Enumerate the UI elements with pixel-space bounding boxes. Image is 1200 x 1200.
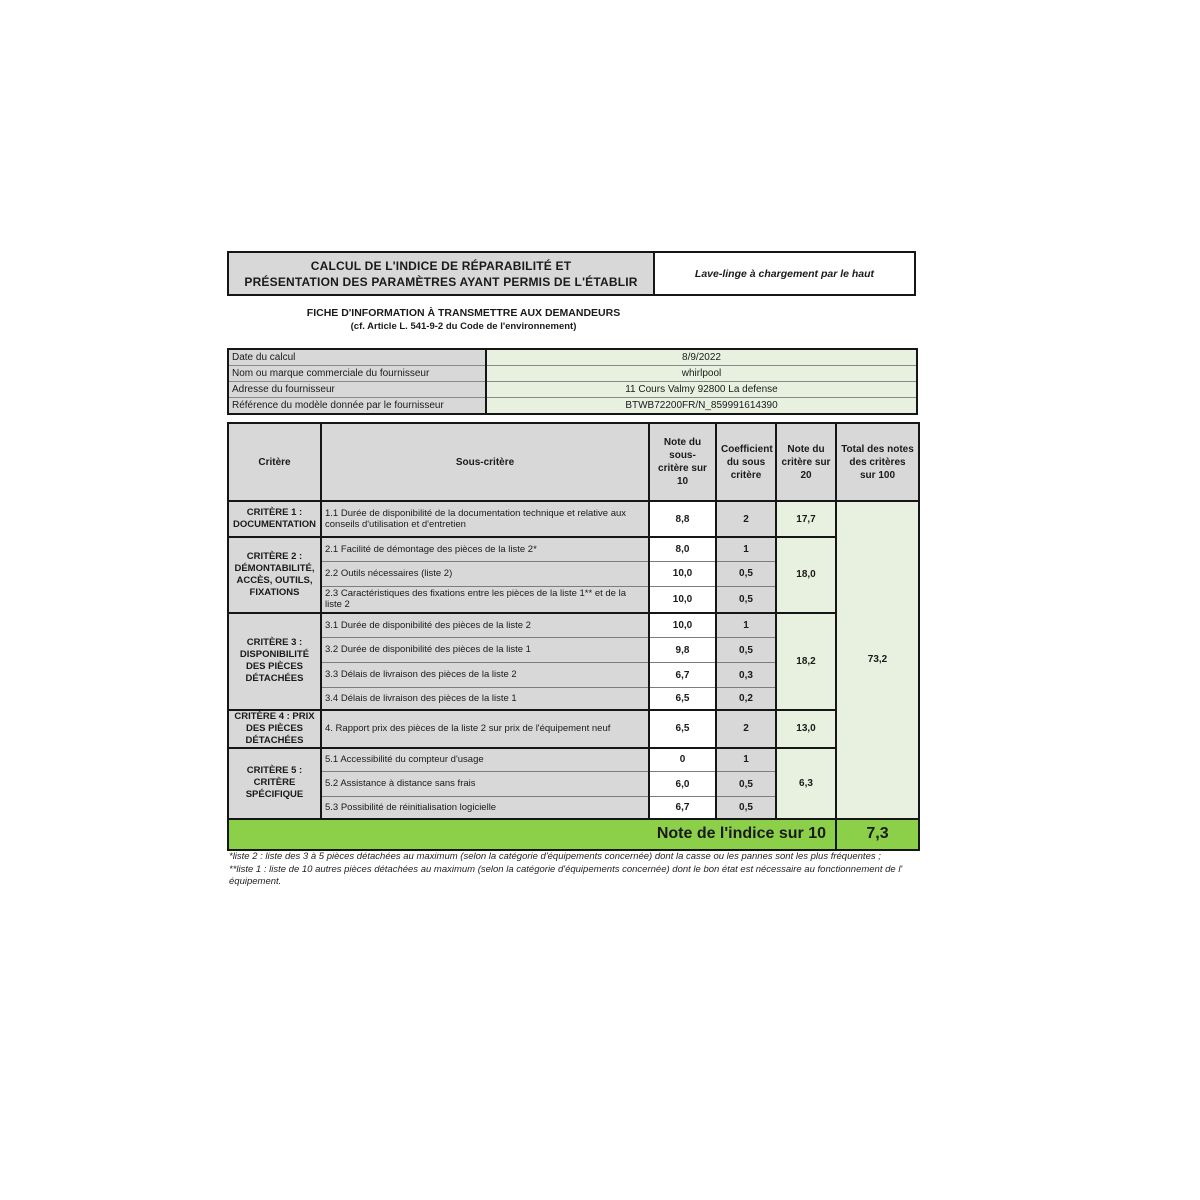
footnotes [229, 851, 922, 888]
subcriterion-cell: 2.1 Facilité de démontage des pièces de la liste 2* [321, 537, 649, 561]
info-value-address: 11 Cours Valmy 92800 La defense [486, 382, 917, 398]
note-sur-10-cell: 6,5 [649, 688, 716, 710]
footnote-liste2: *liste 2 : liste des 3 à 5 pièces détachées au maximum (selon la catégorie d'équipements concernée) dont la casse ou les pannes sont les plus fréquentes ; [229, 851, 881, 862]
subtitle [227, 307, 700, 333]
criterion-cell: CRITÈRE 4 : PRIX DES PIÈCES DÉTACHÉES [228, 710, 321, 748]
coefficient-cell: 0,5 [716, 561, 776, 586]
table-row [228, 501, 919, 537]
criterion-cell: CRITÈRE 3 : DISPONIBILITÉ DES PIÈCES DÉTACHÉES [228, 613, 321, 710]
total-sur-100-cell: 73,2 [836, 501, 919, 819]
coefficient-cell: 0,3 [716, 663, 776, 688]
coefficient-cell: 1 [716, 748, 776, 772]
subcriterion-cell: 5.3 Possibilité de réinitialisation logicielle [321, 797, 649, 819]
table-row [228, 613, 919, 638]
subtitle-line2: (cf. Article L. 541-9-2 du Code de l'environnement) [350, 321, 577, 332]
product-category-label: Lave-linge à chargement par le haut [694, 267, 875, 280]
criteria-table-body [228, 501, 919, 819]
info-label-model-ref: Référence du modèle donnée par le fournisseur [228, 398, 486, 415]
subcriterion-cell: 3.1 Durée de disponibilité des pièces de la liste 2 [321, 613, 649, 638]
coefficient-cell: 2 [716, 710, 776, 748]
note-sur-10-cell: 6,0 [649, 772, 716, 797]
col-header-criterion: Critère [228, 423, 321, 501]
col-header-total-100: Total des notes des critères sur 100 [836, 423, 919, 501]
criterion-cell: CRITÈRE 2 : DÉMONTABILITÉ, ACCÈS, OUTILS, FIXATIONS [228, 537, 321, 613]
table-row [228, 398, 917, 415]
note-sur-10-cell: 10,0 [649, 561, 716, 586]
criteria-table [227, 422, 920, 851]
info-value-model-ref: BTWB72200FR/N_859991614390 [486, 398, 917, 415]
product-category [653, 251, 916, 296]
subcriterion-cell: 5.1 Accessibilité du compteur d'usage [321, 748, 649, 772]
table-header-row [228, 423, 919, 501]
supplier-info-table [227, 348, 918, 415]
index-row [228, 819, 919, 850]
coefficient-cell: 0,5 [716, 797, 776, 819]
table-row [228, 349, 917, 366]
coefficient-cell: 1 [716, 537, 776, 561]
coefficient-cell: 0,5 [716, 638, 776, 663]
criterion-cell: CRITÈRE 5 : CRITÈRE SPÉCIFIQUE [228, 748, 321, 819]
subcriterion-cell: 2.3 Caractéristiques des fixations entre les pièces de la liste 1** et de la liste 2 [321, 586, 649, 613]
col-header-note-10: Note du sous-critère sur 10 [649, 423, 716, 501]
subcriterion-cell: 3.3 Délais de livraison des pièces de la liste 2 [321, 663, 649, 688]
note-sur-20-cell: 6,3 [776, 748, 836, 819]
note-sur-10-cell: 8,0 [649, 537, 716, 561]
col-header-sub-criterion: Sous-critère [321, 423, 649, 501]
note-sur-10-cell: 9,8 [649, 638, 716, 663]
info-value-brand: whirlpool [486, 366, 917, 382]
table-row [228, 748, 919, 772]
col-header-coefficient: Coefficient du sous critère [716, 423, 776, 501]
subcriterion-cell: 3.4 Délais de livraison des pièces de la liste 1 [321, 688, 649, 710]
coefficient-cell: 1 [716, 613, 776, 638]
coefficient-cell: 0,2 [716, 688, 776, 710]
subcriterion-cell: 2.2 Outils nécessaires (liste 2) [321, 561, 649, 586]
subtitle-line1: FICHE D'INFORMATION À TRANSMETTRE AUX DEMANDEURS [306, 307, 621, 319]
coefficient-cell: 0,5 [716, 586, 776, 613]
subcriterion-cell: 3.2 Durée de disponibilité des pièces de la liste 1 [321, 638, 649, 663]
note-sur-10-cell: 0 [649, 748, 716, 772]
table-row [228, 382, 917, 398]
table-row [228, 537, 919, 561]
info-value-date: 8/9/2022 [486, 349, 917, 366]
document-title [227, 251, 655, 296]
subcriterion-cell: 1.1 Durée de disponibilité de la documentation technique et relative aux conseils d'utilisation et d'entretien [321, 501, 649, 537]
note-sur-20-cell: 18,2 [776, 613, 836, 710]
note-sur-10-cell: 6,7 [649, 797, 716, 819]
subcriterion-cell: 5.2 Assistance à distance sans frais [321, 772, 649, 797]
note-sur-10-cell: 6,5 [649, 710, 716, 748]
note-sur-10-cell: 10,0 [649, 613, 716, 638]
note-sur-10-cell: 6,7 [649, 663, 716, 688]
table-row [228, 710, 919, 748]
table-row [228, 366, 917, 382]
document-title-line1: CALCUL DE L'INDICE DE RÉPARABILITÉ ET [310, 258, 572, 273]
col-header-note-20: Note du critère sur 20 [776, 423, 836, 501]
note-sur-20-cell: 13,0 [776, 710, 836, 748]
criterion-cell: CRITÈRE 1 : DOCUMENTATION [228, 501, 321, 537]
info-label-address: Adresse du fournisseur [228, 382, 486, 398]
note-sur-20-cell: 17,7 [776, 501, 836, 537]
document-title-line2: PRÉSENTATION DES PARAMÈTRES AYANT PERMIS DE L'ÉTABLIR [244, 274, 638, 289]
note-sur-20-cell: 18,0 [776, 537, 836, 613]
subcriterion-cell: 4. Rapport prix des pièces de la liste 2 sur prix de l'équipement neuf [321, 710, 649, 748]
index-score-label: Note de l'indice sur 10 [228, 819, 836, 850]
coefficient-cell: 2 [716, 501, 776, 537]
info-label-brand: Nom ou marque commerciale du fournisseur [228, 366, 486, 382]
footnote-liste1: **liste 1 : liste de 10 autres pièces détachées au maximum (selon la catégorie d'équipements concernée) dont le bon état est nécessaire au fonctionnement de l' équipement. [229, 863, 903, 887]
note-sur-10-cell: 8,8 [649, 501, 716, 537]
index-score-value: 7,3 [836, 819, 919, 850]
coefficient-cell: 0,5 [716, 772, 776, 797]
info-label-date: Date du calcul [228, 349, 486, 366]
header [227, 251, 918, 296]
note-sur-10-cell: 10,0 [649, 586, 716, 613]
